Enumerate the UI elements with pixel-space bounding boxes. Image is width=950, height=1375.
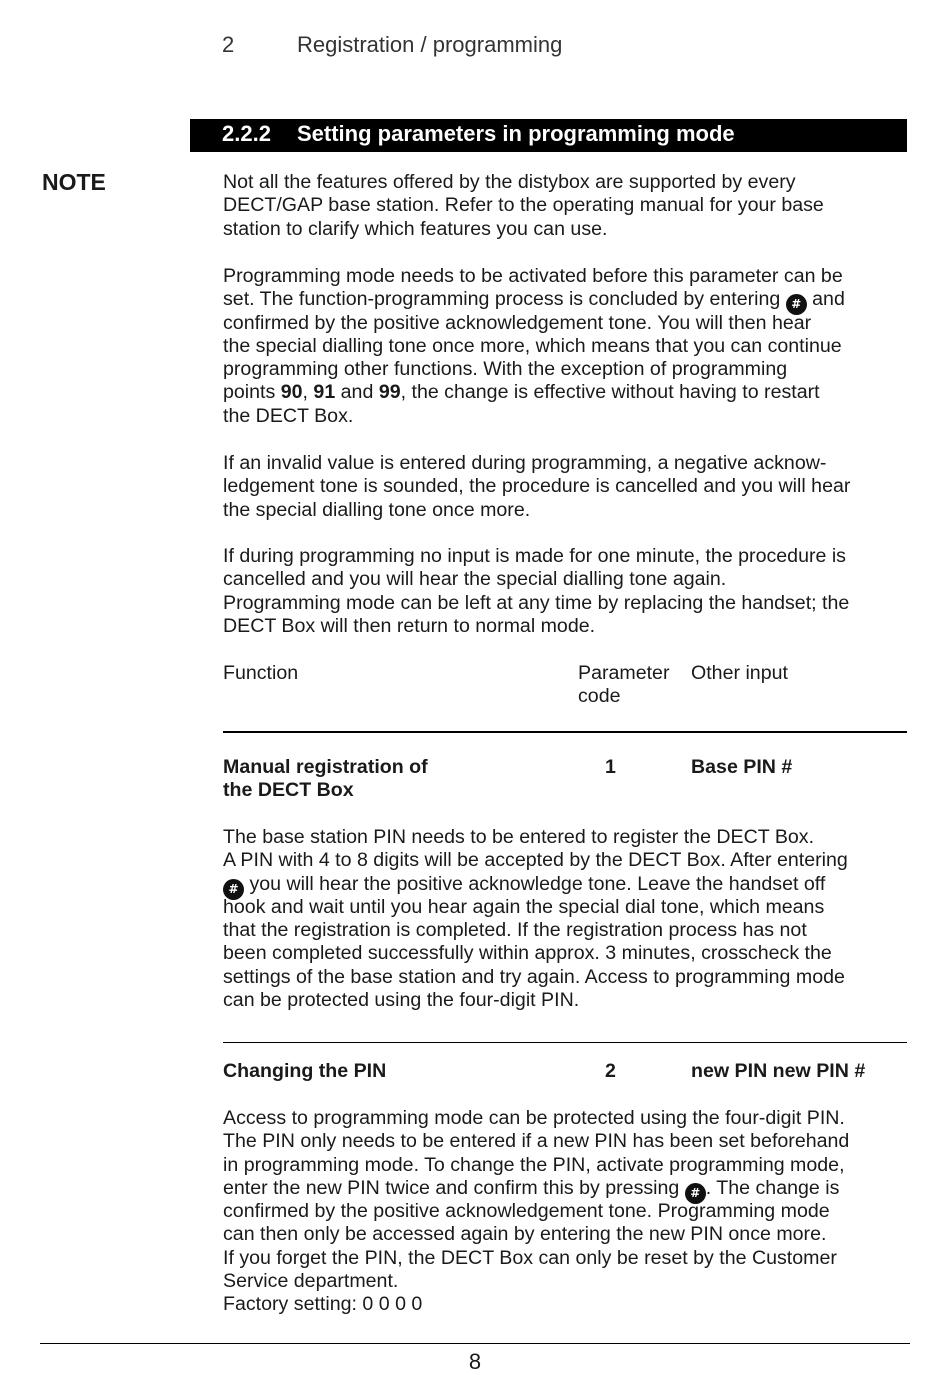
text-line: the special dialling tone once more. xyxy=(223,498,531,521)
text-segment: you will hear the positive acknowledge tone. Leave the handset off xyxy=(244,872,826,895)
note-label: NOTE xyxy=(42,169,106,195)
text-line: hook and wait until you hear again the special dial tone, which means xyxy=(223,895,825,918)
page-number: 8 xyxy=(468,1349,482,1374)
text-line: DECT/GAP base station. Refer to the operating manual for your base xyxy=(223,194,824,217)
text-line: station to clarify which features you can use. xyxy=(223,217,608,240)
text-line: cancelled and you will hear the special dialling tone again. xyxy=(223,568,727,591)
text-line: If during programming no input is made for one minute, the procedure is xyxy=(223,545,846,567)
programming-paragraph xyxy=(223,265,913,428)
chapter-title: Registration / programming xyxy=(297,32,563,57)
text-segment: points xyxy=(223,381,281,404)
hash-key-icon: # xyxy=(685,1183,706,1204)
program-point-99: 99 xyxy=(378,381,401,404)
text-line: A PIN with 4 to 8 digits will be accepted by the DECT Box. After entering xyxy=(223,849,848,872)
column-header-other-input: Other input xyxy=(691,662,788,684)
text-line: that the registration is completed. If the registration process has not xyxy=(223,919,807,942)
text-segment: and xyxy=(335,381,379,404)
column-header-function: Function xyxy=(223,662,299,684)
text-line: Service department. xyxy=(223,1270,399,1293)
registration-description xyxy=(223,826,913,1012)
text-line: been completed successfully within approx. 3 minutes, crosscheck the xyxy=(223,942,832,965)
text-line: ledgement tone is sounded, the procedure is cancelled and you will hear xyxy=(223,475,851,498)
text-line: The base station PIN needs to be entered to register the DECT Box. xyxy=(223,826,815,848)
hash-key-icon: # xyxy=(786,294,807,315)
text-line: can be protected using the four-digit PIN. xyxy=(223,989,580,1012)
function-line: the DECT Box xyxy=(223,779,354,802)
text-segment: , xyxy=(302,381,314,404)
invalid-value-paragraph xyxy=(223,452,913,522)
text-line: If an invalid value is entered during programming, a negative acknow- xyxy=(223,452,827,474)
text-line: Factory setting: 0 0 0 0 xyxy=(223,1293,423,1316)
function-line: Manual registration of xyxy=(223,756,428,778)
table-header-divider xyxy=(223,731,907,733)
text-segment: . The change is xyxy=(705,1176,840,1199)
section-number: 2.2.2 xyxy=(222,121,271,146)
text-line: Not all the features offered by the distybox are supported by every xyxy=(223,171,796,193)
column-header-line: code xyxy=(578,685,621,708)
row-function-manual-registration xyxy=(223,756,428,803)
text-line xyxy=(223,381,913,404)
column-header-parameter xyxy=(578,662,669,709)
text-segment: enter the new PIN twice and confirm this by pressing xyxy=(223,1176,685,1199)
text-line: the DECT Box. xyxy=(223,404,354,427)
text-line: in programming mode. To change the PIN, activate programming mode, xyxy=(223,1153,845,1176)
row-code-2: 2 xyxy=(605,1060,616,1082)
row-input-new-pin: new PIN new PIN # xyxy=(691,1060,866,1082)
column-header-line: Parameter xyxy=(578,662,670,684)
footer-rule xyxy=(40,1343,910,1344)
row-code-1: 1 xyxy=(605,756,616,778)
row-divider xyxy=(223,1042,907,1043)
program-point-90: 90 xyxy=(280,381,303,404)
text-line: programming other functions. With the exception of programming xyxy=(223,358,788,381)
text-line: If you forget the PIN, the DECT Box can only be reset by the Customer xyxy=(223,1246,837,1269)
program-point-91: 91 xyxy=(313,381,336,404)
text-line: Programming mode can be left at any time by replacing the handset; the xyxy=(223,591,850,614)
text-line xyxy=(223,873,913,896)
text-segment: and xyxy=(806,288,845,311)
hash-key-icon: # xyxy=(223,879,244,900)
text-line: Programming mode needs to be activated before this parameter can be xyxy=(223,265,843,287)
section-title: Setting parameters in programming mode xyxy=(297,121,735,146)
row-function-changing-pin: Changing the PIN xyxy=(223,1060,387,1082)
text-line: can then only be accessed again by entering the new PIN once more. xyxy=(223,1223,827,1246)
note-paragraph xyxy=(223,171,913,241)
text-segment: set. The function-programming process is concluded by entering xyxy=(223,288,786,311)
text-line: the special dialling tone once more, which means that you can continue xyxy=(223,334,842,357)
text-line: Access to programming mode can be protected using the four-digit PIN. xyxy=(223,1107,845,1129)
text-segment: , the change is effective without having to restart xyxy=(400,381,820,404)
change-pin-description xyxy=(223,1107,913,1317)
chapter-number: 2 xyxy=(222,32,235,57)
text-line xyxy=(223,288,913,311)
text-line: confirmed by the positive acknowledgement tone. You will then hear xyxy=(223,311,812,334)
timeout-paragraph xyxy=(223,545,913,638)
text-line: settings of the base station and try again. Access to programming mode xyxy=(223,965,845,988)
text-line: DECT Box will then return to normal mode. xyxy=(223,614,596,637)
text-line xyxy=(223,1177,913,1200)
row-input-base-pin: Base PIN # xyxy=(691,756,793,778)
text-line: confirmed by the positive acknowledgement tone. Programming mode xyxy=(223,1200,830,1223)
text-line: The PIN only needs to be entered if a new PIN has been set beforehand xyxy=(223,1130,850,1153)
